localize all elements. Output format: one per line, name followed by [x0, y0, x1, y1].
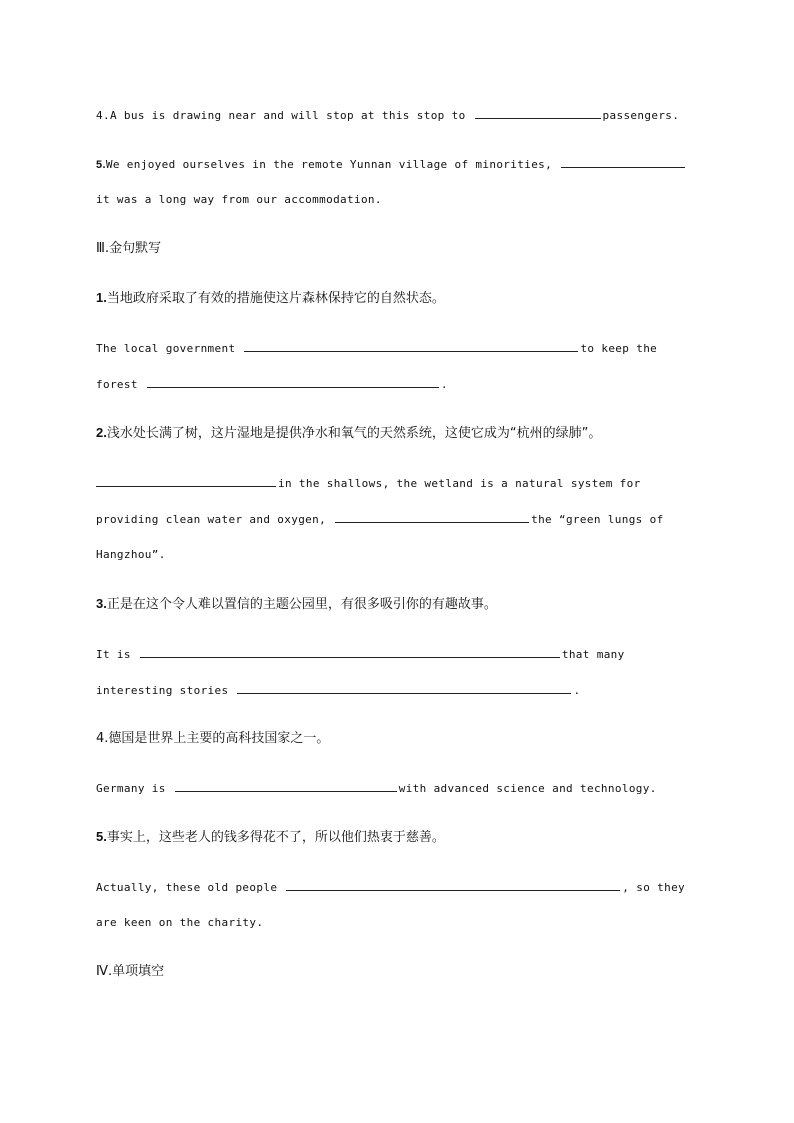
sec3-q4-line1: Germany is with advanced science and technology. — [96, 782, 657, 795]
sec3-q3-line2: interesting stories . — [96, 684, 581, 697]
sec2-q4-line: 4.A bus is drawing near and will stop at this stop to passengers. — [96, 109, 680, 122]
question-number: 5. — [96, 159, 106, 171]
answer-blank[interactable] — [96, 475, 276, 487]
sec3-q1-prompt: 1.当地政府采取了有效的措施使这片森林保持它的自然状态。 — [96, 290, 445, 306]
answer-blank[interactable] — [286, 879, 620, 891]
sec3-q3-line1: It is that many — [96, 648, 625, 661]
sec3-q2-line1: in the shallows, the wetland is a natural system for — [96, 475, 641, 492]
answer-blank[interactable] — [147, 376, 439, 388]
sec3-q2-line3: Hangzhou”. — [96, 548, 166, 561]
sec3-q3-prompt: 3.正是在这个令人难以置信的主题公园里，有很多吸引你的有趣故事。 — [96, 596, 497, 612]
question-number: 4. — [96, 731, 109, 746]
question-number: 4. — [96, 109, 110, 122]
answer-blank[interactable] — [561, 156, 685, 168]
sec3-q2-line2: providing clean water and oxygen, the “green lungs of — [96, 513, 664, 526]
sec2-q5-line1: 5.We enjoyed ourselves in the remote Yunnan village of minorities, — [96, 156, 687, 173]
answer-blank[interactable] — [475, 107, 601, 119]
sec3-q4-prompt: 4.德国是世界上主要的高科技国家之一。 — [96, 731, 330, 746]
sec3-q1-line1: The local government to keep the — [96, 342, 658, 355]
answer-blank[interactable] — [140, 646, 560, 658]
question-number: 5. — [96, 829, 107, 844]
answer-blank[interactable] — [244, 340, 578, 352]
sec2-q5-line2: it was a long way from our accommodation. — [96, 193, 382, 206]
sec3-q5-line1: Actually, these old people , so they — [96, 881, 686, 894]
sec3-q5-prompt: 5.事实上，这些老人的钱多得花不了，所以他们热衷于慈善。 — [96, 829, 445, 845]
sec3-q1-line2: forest . — [96, 378, 448, 391]
question-number: 1. — [96, 290, 107, 305]
section-heading-iii: Ⅲ.金句默写 — [96, 241, 162, 256]
question-number: 3. — [96, 596, 107, 611]
section-heading-iv: Ⅳ.单项填空 — [96, 964, 165, 979]
answer-blank[interactable] — [175, 780, 397, 792]
sec3-q2-prompt: 2.浅水处长满了树，这片湿地是提供净水和氧气的天然系统，这使它成为“杭州的绿肺”。 — [96, 425, 602, 441]
answer-blank[interactable] — [335, 511, 529, 523]
sec3-q5-line2: are keen on the charity. — [96, 916, 264, 929]
answer-blank[interactable] — [237, 682, 571, 694]
question-number: 2. — [96, 425, 107, 440]
